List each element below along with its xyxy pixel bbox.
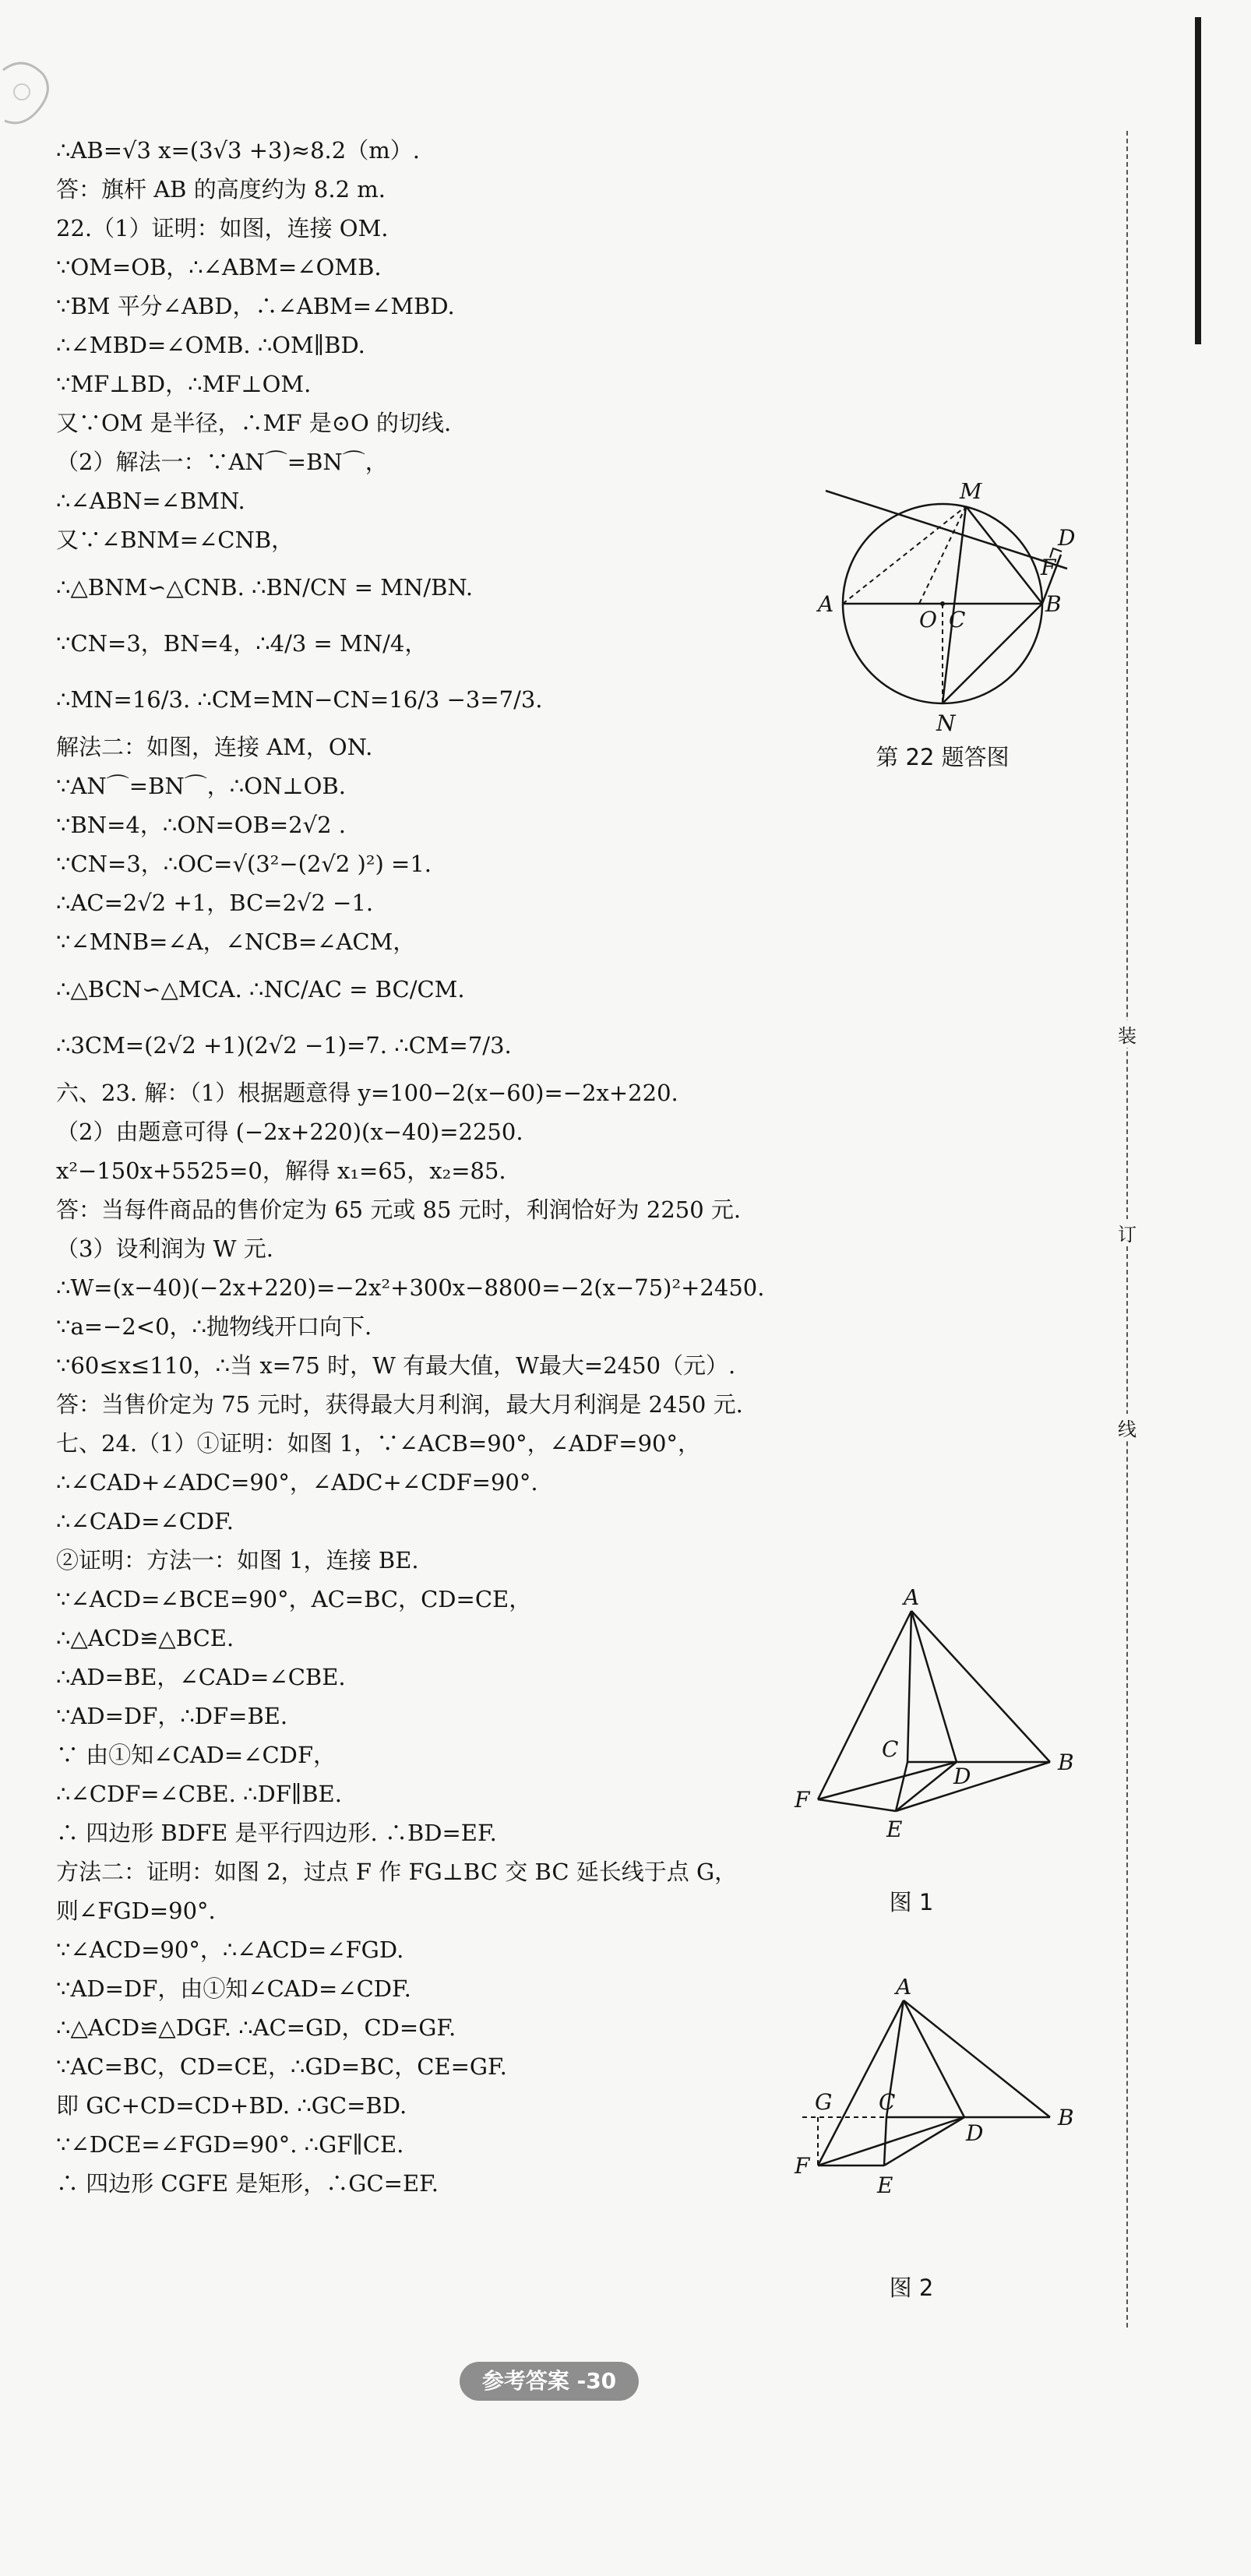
text-line: ∵∠DCE=∠FGD=90°. ∴GF∥CE. bbox=[56, 2131, 404, 2158]
figure-1 bbox=[787, 1589, 1083, 1846]
text-line: 22.（1）证明：如图，连接 OM. bbox=[56, 215, 389, 241]
binding-char-xian: 线 bbox=[1115, 1414, 1139, 1441]
text-line: ∵AC=BC，CD=CE，∴GD=BC，CE=GF. bbox=[56, 2053, 507, 2080]
text-line: 答：当售价定为 75 元时，获得最大月利润，最大月利润是 2450 元. bbox=[56, 1391, 743, 1418]
text-line: ∵ 由①知∠CAD=∠CDF， bbox=[56, 1742, 337, 1768]
fig22-caption: 第 22 题答图 bbox=[876, 744, 1010, 770]
scan-edge-bar bbox=[1195, 17, 1201, 344]
text-line: ∵AD=DF，由①知∠CAD=∠CDF. bbox=[56, 1975, 411, 2002]
text-line: 七、24.（1）①证明：如图 1，∵∠ACB=90°，∠ADF=90°， bbox=[56, 1430, 700, 1457]
text-line: ∴∠MBD=∠OMB. ∴OM∥BD. bbox=[56, 332, 365, 358]
fig2-caption: 图 2 bbox=[889, 2275, 934, 2301]
text-line: ∵AD=DF，∴DF=BE. bbox=[56, 1703, 288, 1729]
fig22-label-n: N bbox=[936, 710, 956, 736]
fig2-label-e: E bbox=[877, 2173, 893, 2198]
fig22-label-a: A bbox=[818, 591, 834, 617]
fig1-label-d: D bbox=[953, 1764, 971, 1789]
text-line: ∵AN⌒=BN⌒，∴ON⊥OB. bbox=[56, 773, 346, 799]
text-line: ∴3CM=(2√2 +1)(2√2 −1)=7. ∴CM=7/3. bbox=[56, 1032, 512, 1059]
fig22-label-o: O bbox=[919, 607, 937, 633]
text-line: ∵∠MNB=∠A，∠NCB=∠ACM， bbox=[56, 929, 416, 955]
fig1-label-b: B bbox=[1058, 1750, 1074, 1775]
figure-22 bbox=[810, 483, 1075, 740]
text-line: 答：旗杆 AB 的高度约为 8.2 m. bbox=[56, 176, 386, 203]
text-line: 答：当每件商品的售价定为 65 元或 85 元时，利润恰好为 2250 元. bbox=[56, 1196, 742, 1223]
text-line: ∴∠CDF=∠CBE. ∴DF∥BE. bbox=[56, 1781, 342, 1807]
fig22-label-f: F bbox=[1041, 555, 1056, 580]
binding-char-zhuang: 装 bbox=[1115, 1020, 1139, 1048]
text-line: 即 GC+CD=CD+BD. ∴GC=BD. bbox=[56, 2092, 407, 2119]
fig2-label-c: C bbox=[879, 2089, 896, 2115]
text-line: ∵BM 平分∠ABD，∴∠ABM=∠MBD. bbox=[56, 293, 455, 319]
text-line: ∴ 四边形 CGFE 是矩形，∴GC=EF. bbox=[56, 2170, 439, 2197]
fig22-label-c: C bbox=[949, 607, 966, 633]
text-line: 又∵OM 是半径，∴MF 是⊙O 的切线. bbox=[56, 410, 452, 436]
text-line: 解法二：如图，连接 AM，ON. bbox=[56, 734, 373, 760]
text-line: ∴AB=√3 x=(3√3 +3)≈8.2（m）. bbox=[56, 137, 420, 164]
corner-decoration-icon bbox=[0, 55, 55, 140]
binding-char-ding: 订 bbox=[1115, 1219, 1139, 1246]
text-line: ∴△BCN∽△MCA. ∴NC/AC = BC/CM. bbox=[56, 976, 465, 1003]
text-line: ∵OM=OB，∴∠ABM=∠OMB. bbox=[56, 254, 382, 280]
fig1-label-a: A bbox=[904, 1589, 920, 1610]
text-line: ∴MN=16/3. ∴CM=MN−CN=16/3 −3=7/3. bbox=[56, 686, 543, 713]
fig1-caption: 图 1 bbox=[889, 1889, 934, 1915]
text-line: ∴∠ABN=∠BMN. bbox=[56, 488, 245, 514]
text-line: ∵BN=4，∴ON=OB=2√2 . bbox=[56, 812, 346, 838]
text-line: ∴∠CAD=∠CDF. bbox=[56, 1508, 234, 1535]
text-line: 则∠FGD=90°. bbox=[56, 1898, 216, 1924]
fig1-label-c: C bbox=[882, 1736, 899, 1762]
text-line: ∵CN=3，∴OC=√(3²−(2√2 )²) =1. bbox=[56, 851, 432, 877]
text-line: ②证明：方法一：如图 1，连接 BE. bbox=[56, 1547, 419, 1573]
fig2-label-g: G bbox=[815, 2089, 833, 2115]
text-line: ∵CN=3，BN=4，∴4/3 = MN/4， bbox=[56, 630, 428, 657]
page-footer-badge: 参考答案 -30 bbox=[460, 2362, 639, 2401]
text-line: （2）由题意可得 (−2x+220)(x−40)=2250. bbox=[56, 1119, 523, 1145]
text-line: 又∵∠BNM=∠CNB， bbox=[56, 527, 294, 553]
text-line: ∴W=(x−40)(−2x+220)=−2x²+300x−8800=−2(x−75)²+2450. bbox=[56, 1274, 765, 1301]
text-line: ∴△ACD≌△DGF. ∴AC=GD，CD=GF. bbox=[56, 2014, 456, 2041]
text-line: 方法二：证明：如图 2，过点 F 作 FG⊥BC 交 BC 延长线于点 G， bbox=[56, 1859, 738, 1885]
fig2-label-f: F bbox=[795, 2153, 810, 2179]
fig22-label-d: D bbox=[1058, 525, 1075, 551]
fig2-label-a: A bbox=[896, 1979, 912, 2000]
text-line: x²−150x+5525=0，解得 x₁=65，x₂=85. bbox=[56, 1158, 506, 1184]
fig22-label-b: B bbox=[1045, 591, 1062, 617]
text-line: ∵∠ACD=90°，∴∠ACD=∠FGD. bbox=[56, 1936, 404, 1963]
text-line: ∵a=−2<0，∴抛物线开口向下. bbox=[56, 1313, 372, 1340]
figure-2 bbox=[787, 1979, 1083, 2228]
fig1-label-e: E bbox=[886, 1817, 903, 1842]
text-line: ∴∠CAD+∠ADC=90°，∠ADC+∠CDF=90°. bbox=[56, 1469, 538, 1496]
text-line: ∴△ACD≌△BCE. bbox=[56, 1625, 234, 1651]
text-line: ∵MF⊥BD，∴MF⊥OM. bbox=[56, 371, 312, 397]
text-line: ∴△BNM∽△CNB. ∴BN/CN = MN/BN. bbox=[56, 574, 474, 601]
text-line: 六、23. 解：（1）根据题意得 y=100−2(x−60)=−2x+220. bbox=[56, 1080, 678, 1106]
text-line: （3）设利润为 W 元. bbox=[56, 1235, 273, 1262]
fig2-label-d: D bbox=[966, 2120, 984, 2146]
fig22-label-m: M bbox=[960, 483, 982, 504]
text-line: ∴ 四边形 BDFE 是平行四边形. ∴BD=EF. bbox=[56, 1820, 497, 1846]
text-line: （2）解法一：∵AN⌒=BN⌒， bbox=[56, 449, 388, 475]
text-line: ∴AD=BE，∠CAD=∠CBE. bbox=[56, 1664, 346, 1690]
text-line: ∴AC=2√2 +1，BC=2√2 −1. bbox=[56, 890, 374, 916]
fig2-label-b: B bbox=[1058, 2105, 1074, 2130]
text-line: ∵∠ACD=∠BCE=90°，AC=BC，CD=CE， bbox=[56, 1586, 532, 1612]
fig1-label-f: F bbox=[795, 1787, 810, 1813]
text-line: ∵60≤x≤110，∴当 x=75 时，W 有最大值，W最大=2450（元）. bbox=[56, 1352, 736, 1379]
